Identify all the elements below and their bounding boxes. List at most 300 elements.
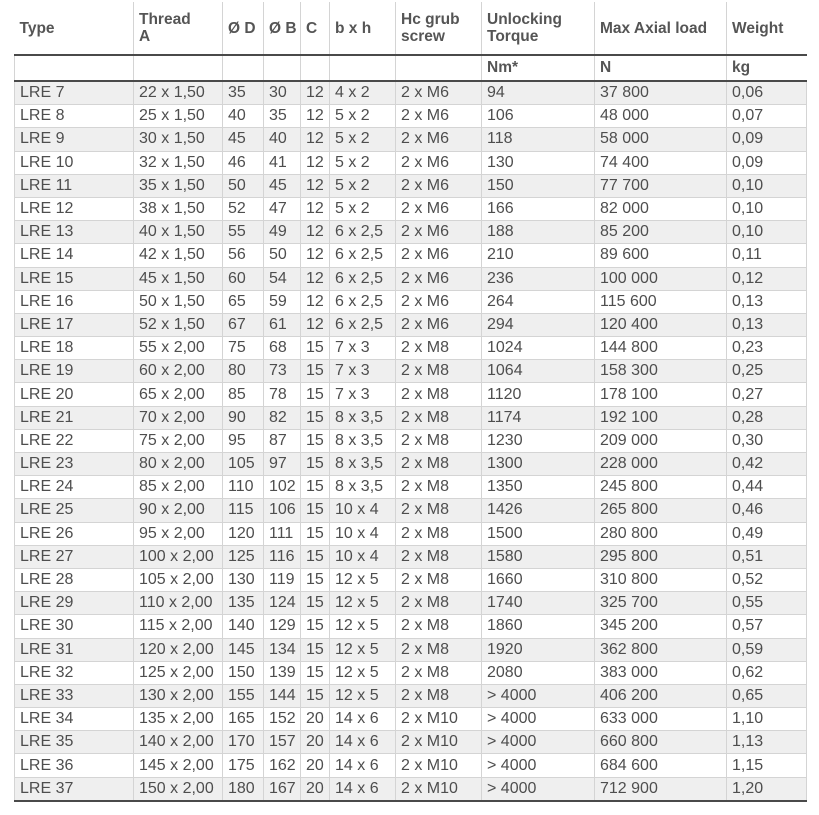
cell-ob: 111 [264,522,301,545]
cell-type: LRE 12 [15,197,134,220]
cell-axial-load: 100 000 [595,267,727,290]
cell-torque: > 4000 [482,731,595,754]
cell-grub-screw: 2 x M8 [396,499,482,522]
cell-c: 15 [301,337,330,360]
cell-od: 155 [223,684,264,707]
table-row [15,197,807,220]
cell-thread: 75 x 2,00 [134,429,223,452]
cell-type: LRE 25 [15,499,134,522]
cell-c: 12 [301,197,330,220]
cell-ob: 87 [264,429,301,452]
cell-ob: 82 [264,406,301,429]
cell-od: 56 [223,244,264,267]
cell-torque: 106 [482,105,595,128]
cell-torque: 1064 [482,360,595,383]
cell-ob: 152 [264,708,301,731]
header-ob [264,2,301,55]
cell-weight: 0,44 [727,476,807,499]
cell-grub-screw: 2 x M6 [396,244,482,267]
cell-type: LRE 15 [15,267,134,290]
cell-type: LRE 37 [15,777,134,801]
cell-weight: 0,27 [727,383,807,406]
cell-axial-load: 89 600 [595,244,727,267]
cell-c: 12 [301,313,330,336]
cell-thread: 145 x 2,00 [134,754,223,777]
cell-bxh: 6 x 2,5 [330,313,396,336]
cell-type: LRE 35 [15,731,134,754]
cell-od: 40 [223,105,264,128]
cell-weight: 0,46 [727,499,807,522]
cell-torque: > 4000 [482,684,595,707]
cell-weight: 0,55 [727,592,807,615]
cell-ob: 119 [264,568,301,591]
cell-grub-screw: 2 x M10 [396,731,482,754]
cell-torque: 130 [482,151,595,174]
cell-grub-screw: 2 x M8 [396,337,482,360]
cell-thread: 110 x 2,00 [134,592,223,615]
cell-ob: 54 [264,267,301,290]
spec-table-container [14,2,806,802]
table-row [15,476,807,499]
cell-ob: 73 [264,360,301,383]
cell-c: 12 [301,221,330,244]
cell-thread: 22 x 1,50 [134,81,223,105]
cell-bxh: 4 x 2 [330,81,396,105]
cell-bxh: 8 x 3,5 [330,406,396,429]
cell-od: 52 [223,197,264,220]
cell-od: 55 [223,221,264,244]
table-header [15,2,807,81]
cell-bxh: 5 x 2 [330,128,396,151]
cell-bxh: 5 x 2 [330,174,396,197]
cell-axial-load: 144 800 [595,337,727,360]
cell-od: 85 [223,383,264,406]
cell-thread: 150 x 2,00 [134,777,223,801]
cell-torque: 1580 [482,545,595,568]
cell-ob: 134 [264,638,301,661]
cell-c: 12 [301,151,330,174]
cell-axial-load: 265 800 [595,499,727,522]
header-od [223,2,264,55]
cell-bxh: 10 x 4 [330,522,396,545]
header-weight-label: Weight [732,19,784,37]
table-row [15,708,807,731]
unit-bxh [330,55,396,81]
cell-bxh: 6 x 2,5 [330,267,396,290]
cell-type: LRE 10 [15,151,134,174]
cell-torque: 1500 [482,522,595,545]
cell-torque: 166 [482,197,595,220]
cell-torque: 1300 [482,453,595,476]
cell-c: 15 [301,545,330,568]
cell-axial-load: 712 900 [595,777,727,801]
cell-thread: 95 x 2,00 [134,522,223,545]
cell-c: 12 [301,128,330,151]
cell-type: LRE 36 [15,754,134,777]
cell-ob: 35 [264,105,301,128]
cell-c: 12 [301,174,330,197]
cell-torque: 1350 [482,476,595,499]
cell-grub-screw: 2 x M8 [396,406,482,429]
cell-weight: 0,10 [727,221,807,244]
cell-grub-screw: 2 x M8 [396,522,482,545]
cell-bxh: 12 x 5 [330,592,396,615]
cell-ob: 129 [264,615,301,638]
table-row [15,499,807,522]
cell-axial-load: 77 700 [595,174,727,197]
cell-axial-load: 115 600 [595,290,727,313]
cell-axial-load: 192 100 [595,406,727,429]
cell-type: LRE 7 [15,81,134,105]
cell-torque: > 4000 [482,754,595,777]
cell-thread: 100 x 2,00 [134,545,223,568]
cell-type: LRE 14 [15,244,134,267]
cell-thread: 50 x 1,50 [134,290,223,313]
cell-torque: > 4000 [482,708,595,731]
cell-axial-load: 178 100 [595,383,727,406]
cell-bxh: 5 x 2 [330,105,396,128]
cell-c: 12 [301,81,330,105]
cell-type: LRE 23 [15,453,134,476]
cell-bxh: 12 x 5 [330,661,396,684]
cell-c: 15 [301,568,330,591]
cell-ob: 167 [264,777,301,801]
table-row [15,638,807,661]
cell-weight: 0,07 [727,105,807,128]
header-thread [134,2,223,55]
cell-thread: 35 x 1,50 [134,174,223,197]
cell-grub-screw: 2 x M8 [396,360,482,383]
cell-type: LRE 26 [15,522,134,545]
cell-thread: 85 x 2,00 [134,476,223,499]
cell-c: 15 [301,453,330,476]
header-thread-line2: A [139,28,151,45]
cell-bxh: 5 x 2 [330,151,396,174]
cell-axial-load: 245 800 [595,476,727,499]
cell-ob: 68 [264,337,301,360]
cell-ob: 102 [264,476,301,499]
cell-type: LRE 22 [15,429,134,452]
cell-od: 95 [223,429,264,452]
cell-c: 20 [301,708,330,731]
cell-bxh: 7 x 3 [330,337,396,360]
cell-axial-load: 383 000 [595,661,727,684]
unit-c [301,55,330,81]
cell-axial-load: 325 700 [595,592,727,615]
cell-type: LRE 24 [15,476,134,499]
cell-bxh: 14 x 6 [330,777,396,801]
table-row [15,151,807,174]
cell-torque: 236 [482,267,595,290]
cell-torque: 294 [482,313,595,336]
cell-ob: 61 [264,313,301,336]
cell-axial-load: 85 200 [595,221,727,244]
cell-type: LRE 31 [15,638,134,661]
cell-c: 15 [301,615,330,638]
table-row [15,290,807,313]
cell-thread: 42 x 1,50 [134,244,223,267]
cell-thread: 105 x 2,00 [134,568,223,591]
cell-weight: 0,12 [727,267,807,290]
cell-c: 15 [301,592,330,615]
cell-weight: 0,30 [727,429,807,452]
cell-type: LRE 21 [15,406,134,429]
cell-thread: 52 x 1,50 [134,313,223,336]
cell-bxh: 12 x 5 [330,638,396,661]
cell-grub-screw: 2 x M8 [396,545,482,568]
cell-weight: 0,10 [727,197,807,220]
table-row [15,406,807,429]
header-grub-line2: screw [401,28,445,45]
cell-weight: 1,13 [727,731,807,754]
header-type-label: Type [19,19,55,37]
cell-grub-screw: 2 x M8 [396,661,482,684]
table-row [15,545,807,568]
cell-torque: 1860 [482,615,595,638]
unit-torque: Nm* [482,55,595,81]
cell-bxh: 5 x 2 [330,197,396,220]
table-row [15,221,807,244]
cell-bxh: 14 x 6 [330,754,396,777]
table-row [15,453,807,476]
cell-thread: 40 x 1,50 [134,221,223,244]
cell-weight: 0,13 [727,290,807,313]
specification-table [14,2,807,802]
cell-c: 20 [301,777,330,801]
cell-weight: 0,09 [727,128,807,151]
cell-grub-screw: 2 x M10 [396,708,482,731]
cell-bxh: 14 x 6 [330,708,396,731]
table-row [15,81,807,105]
cell-type: LRE 27 [15,545,134,568]
table-row [15,568,807,591]
cell-ob: 106 [264,499,301,522]
cell-bxh: 7 x 3 [330,383,396,406]
cell-type: LRE 19 [15,360,134,383]
cell-bxh: 6 x 2,5 [330,244,396,267]
cell-type: LRE 8 [15,105,134,128]
cell-grub-screw: 2 x M8 [396,615,482,638]
cell-od: 140 [223,615,264,638]
cell-type: LRE 20 [15,383,134,406]
cell-thread: 115 x 2,00 [134,615,223,638]
cell-od: 165 [223,708,264,731]
cell-c: 15 [301,638,330,661]
table-row [15,522,807,545]
cell-axial-load: 684 600 [595,754,727,777]
table-row [15,267,807,290]
cell-axial-load: 120 400 [595,313,727,336]
cell-c: 15 [301,661,330,684]
unit-ob [264,55,301,81]
cell-ob: 97 [264,453,301,476]
cell-axial-load: 295 800 [595,545,727,568]
table-body [15,81,807,801]
cell-bxh: 8 x 3,5 [330,429,396,452]
cell-thread: 45 x 1,50 [134,267,223,290]
cell-weight: 1,20 [727,777,807,801]
cell-grub-screw: 2 x M8 [396,568,482,591]
cell-axial-load: 406 200 [595,684,727,707]
cell-bxh: 10 x 4 [330,545,396,568]
cell-axial-load: 660 800 [595,731,727,754]
table-row [15,313,807,336]
cell-torque: 150 [482,174,595,197]
cell-c: 15 [301,406,330,429]
header-torque-line1: Unlocking [487,11,562,28]
cell-ob: 144 [264,684,301,707]
cell-type: LRE 34 [15,708,134,731]
cell-od: 135 [223,592,264,615]
cell-weight: 0,42 [727,453,807,476]
cell-type: LRE 9 [15,128,134,151]
cell-axial-load: 209 000 [595,429,727,452]
cell-ob: 50 [264,244,301,267]
cell-torque: 1426 [482,499,595,522]
cell-bxh: 8 x 3,5 [330,476,396,499]
header-type [15,2,134,55]
header-ob-label: Ø B [269,19,297,37]
cell-ob: 47 [264,197,301,220]
cell-od: 80 [223,360,264,383]
cell-weight: 0,11 [727,244,807,267]
cell-thread: 70 x 2,00 [134,406,223,429]
header-grub-line1: Hc grub [401,11,460,28]
cell-od: 46 [223,151,264,174]
cell-od: 115 [223,499,264,522]
cell-grub-screw: 2 x M6 [396,174,482,197]
cell-grub-screw: 2 x M6 [396,313,482,336]
cell-bxh: 7 x 3 [330,360,396,383]
header-row [15,2,807,55]
cell-type: LRE 13 [15,221,134,244]
cell-type: LRE 17 [15,313,134,336]
cell-type: LRE 28 [15,568,134,591]
cell-ob: 139 [264,661,301,684]
cell-c: 12 [301,244,330,267]
cell-torque: 1120 [482,383,595,406]
cell-thread: 55 x 2,00 [134,337,223,360]
cell-weight: 0,49 [727,522,807,545]
cell-grub-screw: 2 x M6 [396,197,482,220]
cell-od: 125 [223,545,264,568]
cell-thread: 135 x 2,00 [134,708,223,731]
cell-grub-screw: 2 x M6 [396,128,482,151]
cell-type: LRE 18 [15,337,134,360]
cell-c: 15 [301,522,330,545]
cell-grub-screw: 2 x M8 [396,476,482,499]
cell-weight: 0,62 [727,661,807,684]
cell-bxh: 8 x 3,5 [330,453,396,476]
header-torque-line2: Torque [487,28,539,45]
cell-thread: 120 x 2,00 [134,638,223,661]
table-row [15,128,807,151]
cell-weight: 0,51 [727,545,807,568]
cell-torque: 210 [482,244,595,267]
cell-ob: 116 [264,545,301,568]
cell-type: LRE 11 [15,174,134,197]
cell-ob: 124 [264,592,301,615]
cell-od: 50 [223,174,264,197]
cell-grub-screw: 2 x M8 [396,638,482,661]
cell-axial-load: 58 000 [595,128,727,151]
cell-c: 20 [301,754,330,777]
table-row [15,337,807,360]
unit-thread [134,55,223,81]
cell-type: LRE 16 [15,290,134,313]
cell-bxh: 12 x 5 [330,568,396,591]
cell-grub-screw: 2 x M6 [396,267,482,290]
cell-axial-load: 37 800 [595,81,727,105]
cell-grub-screw: 2 x M6 [396,105,482,128]
cell-od: 175 [223,754,264,777]
header-bxh [330,2,396,55]
unit-weight: kg [727,55,807,81]
cell-weight: 0,10 [727,174,807,197]
cell-od: 145 [223,638,264,661]
cell-ob: 157 [264,731,301,754]
cell-bxh: 14 x 6 [330,731,396,754]
cell-grub-screw: 2 x M8 [396,592,482,615]
table-row [15,615,807,638]
header-od-label: Ø D [228,19,256,37]
cell-grub-screw: 2 x M6 [396,221,482,244]
table-row [15,105,807,128]
cell-c: 15 [301,360,330,383]
cell-c: 15 [301,383,330,406]
cell-torque: 1920 [482,638,595,661]
cell-od: 110 [223,476,264,499]
cell-grub-screw: 2 x M6 [396,81,482,105]
cell-weight: 0,13 [727,313,807,336]
cell-thread: 30 x 1,50 [134,128,223,151]
cell-grub-screw: 2 x M6 [396,151,482,174]
table-row [15,592,807,615]
unit-od [223,55,264,81]
cell-od: 65 [223,290,264,313]
cell-thread: 38 x 1,50 [134,197,223,220]
cell-axial-load: 345 200 [595,615,727,638]
cell-ob: 45 [264,174,301,197]
cell-torque: 1230 [482,429,595,452]
unit-type [15,55,134,81]
units-row [15,55,807,81]
cell-weight: 0,06 [727,81,807,105]
cell-torque: 118 [482,128,595,151]
cell-torque: 188 [482,221,595,244]
cell-ob: 30 [264,81,301,105]
cell-c: 12 [301,105,330,128]
table-row [15,754,807,777]
cell-weight: 0,65 [727,684,807,707]
cell-od: 90 [223,406,264,429]
cell-c: 12 [301,290,330,313]
cell-weight: 0,59 [727,638,807,661]
cell-ob: 162 [264,754,301,777]
cell-bxh: 12 x 5 [330,615,396,638]
cell-thread: 80 x 2,00 [134,453,223,476]
cell-bxh: 6 x 2,5 [330,221,396,244]
cell-torque: 1024 [482,337,595,360]
cell-grub-screw: 2 x M8 [396,684,482,707]
cell-grub-screw: 2 x M10 [396,777,482,801]
header-c [301,2,330,55]
table-row [15,661,807,684]
cell-ob: 59 [264,290,301,313]
cell-grub-screw: 2 x M8 [396,453,482,476]
cell-thread: 65 x 2,00 [134,383,223,406]
cell-torque: 1174 [482,406,595,429]
